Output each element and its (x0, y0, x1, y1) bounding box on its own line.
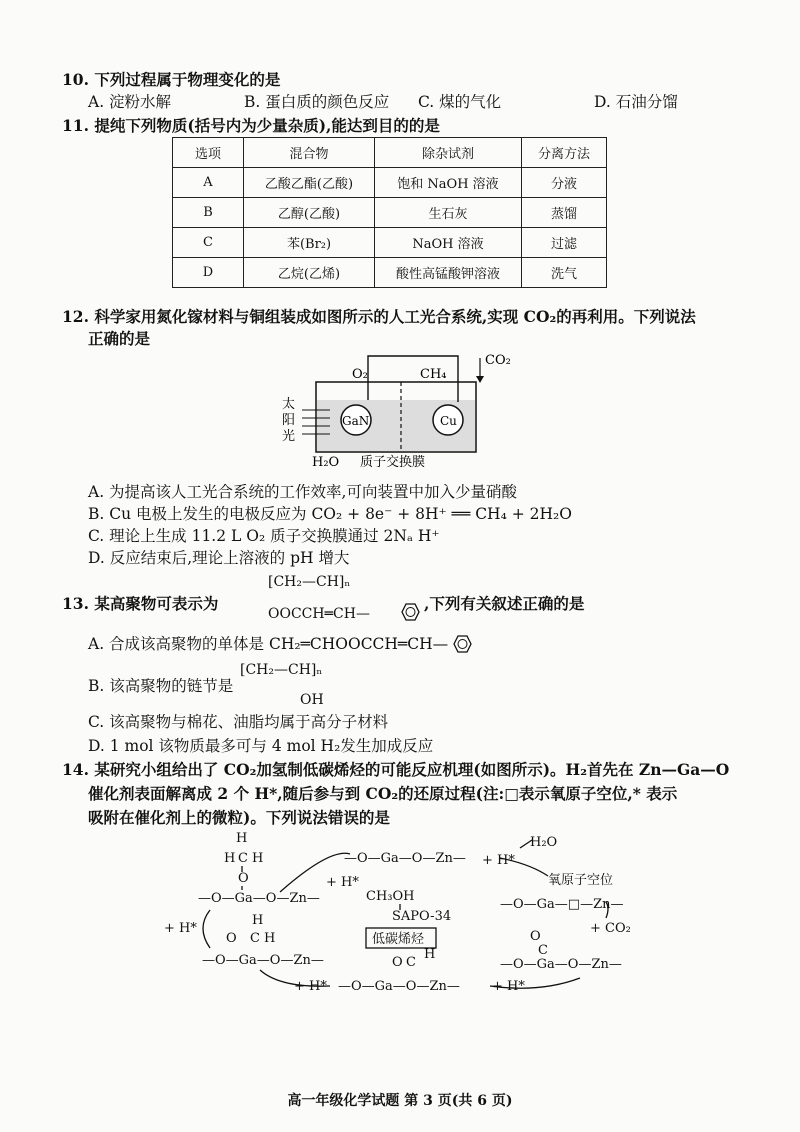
sunlight-label-2: 阳 (282, 413, 296, 428)
co2-label: CO₂ (485, 353, 511, 368)
q10-option-a: A. 淀粉水解 (88, 93, 172, 111)
atom-h: H (236, 831, 248, 846)
co2-hydrogenation-mechanism (160, 828, 640, 1088)
table-row (173, 228, 607, 258)
table-row (173, 258, 607, 288)
q13-option-b: B. 该高聚物的链节是 (88, 677, 234, 695)
table-header: 选项 (173, 138, 244, 168)
atom-o: O (392, 955, 403, 970)
ch4-label: CH₄ (420, 367, 447, 382)
table-cell: B (173, 198, 244, 228)
hstar-top: + H* (482, 853, 515, 868)
left-top-chain: —O—Ga—O—Zn— (198, 891, 320, 906)
hstar-bottom-right: + H* (492, 979, 525, 994)
bottom-chain: —O—Ga—O—Zn— (338, 979, 460, 994)
polymer-side-chain: OOCCH═CH— (268, 606, 370, 622)
q11-table (172, 137, 607, 288)
q10-option-b: B. 蛋白质的颜色反应 (244, 93, 390, 111)
table-cell: 分液 (522, 168, 607, 198)
q12-option-a: A. 为提高该人工光合系统的工作效率,可向装置中加入少量硝酸 (88, 483, 517, 501)
q13-stem-a: 13. 某高聚物可表示为 (62, 594, 219, 613)
light-olefin-label: 低碳烯烃 (372, 932, 425, 947)
q12-option-c: C. 理论上生成 11.2 L O₂ 质子交换膜通过 2Nₐ H⁺ (88, 527, 440, 545)
sunlight-label-3: 光 (282, 429, 296, 444)
q14-stem-line1: 14. 某研究小组给出了 CO₂加氢制低碳烯烃的可能反应机理(如图所示)。H₂首先在 Zn—Ga—O (62, 760, 730, 779)
hstar-left: + H* (164, 921, 197, 936)
polymer-main-chain: [CH₂—CH]ₙ (268, 574, 351, 590)
hstar-upper-left: + H* (326, 875, 359, 890)
co2-addition: + CO₂ (590, 921, 631, 936)
q13-stem-b: ,下列有关叙述正确的是 (424, 594, 585, 613)
vacancy-chain: —O—Ga—□—Zn— (500, 897, 624, 912)
table-cell: A (173, 168, 244, 198)
q12-stem-line2: 正确的是 (88, 329, 151, 348)
atom-h: H (224, 851, 236, 866)
table-cell: 生石灰 (375, 198, 522, 228)
q10-option-c: C. 煤的气化 (418, 93, 502, 111)
table-cell: C (173, 228, 244, 258)
table-cell: NaOH 溶液 (375, 228, 522, 258)
q11-stem: 11. 提纯下列物质(括号内为少量杂质),能达到目的的是 (62, 116, 440, 135)
sunlight-label-1: 太 (282, 397, 296, 412)
water-label: H₂O (312, 455, 340, 470)
q13-option-d: D. 1 mol 该物质最多可与 4 mol H₂发生加成反应 (88, 737, 434, 755)
table-cell: 乙醇(乙酸) (244, 198, 375, 228)
table-cell: 蒸馏 (522, 198, 607, 228)
atom-h: H (252, 851, 264, 866)
atom-c: C (538, 943, 548, 958)
atom-c: C (406, 955, 416, 970)
oxygen-vacancy-label: 氧原子空位 (548, 873, 614, 888)
table-cell: 苯(Br₂) (244, 228, 375, 258)
table-header: 分离方法 (522, 138, 607, 168)
q14-stem-line2: 催化剂表面解离成 2 个 H*,随后参与到 CO₂的还原过程(注:□表示氧原子空位,* 表示 (88, 784, 678, 803)
table-cell: 乙酸乙酯(乙酸) (244, 168, 375, 198)
top-chain: —O—Ga—O—Zn— (344, 851, 466, 866)
q13-option-c: C. 该高聚物与棉花、油脂均属于高分子材料 (88, 713, 389, 731)
cu-electrode-label: Cu (440, 414, 457, 428)
table-header-row (173, 138, 607, 168)
q10-option-d: D. 石油分馏 (594, 93, 678, 111)
atom-o: O (226, 931, 237, 946)
hstar-bottom-left: + H* (294, 979, 327, 994)
o2-label: O₂ (352, 367, 368, 382)
atom-c: C (238, 851, 248, 866)
benzene-ring-icon (448, 632, 476, 656)
table-cell: 饱和 NaOH 溶液 (375, 168, 522, 198)
atom-c: C (250, 931, 260, 946)
h2o-product: H₂O (530, 835, 558, 850)
table-cell: 洗气 (522, 258, 607, 288)
gan-electrode-label: GaN (342, 414, 370, 428)
atom-o: O (238, 871, 249, 886)
atom-h: H (264, 931, 276, 946)
q12-option-d: D. 反应结束后,理论上溶液的 pH 增大 (88, 549, 350, 567)
atom-h: H (424, 947, 436, 962)
q10-stem: 10. 下列过程属于物理变化的是 (62, 70, 281, 89)
page-footer: 高一年级化学试题 第 3 页(共 6 页) (287, 1093, 513, 1109)
benzene-ring-icon (396, 600, 424, 624)
table-cell: D (173, 258, 244, 288)
q14-stem-line3: 吸附在催化剂上的微粒)。下列说法错误的是 (88, 808, 390, 827)
repeat-unit-chain: [CH₂—CH]ₙ (240, 662, 323, 678)
repeat-unit-oh: OH (300, 692, 324, 708)
sapo-catalyst-label: SAPO-34 (392, 909, 452, 924)
table-cell: 过滤 (522, 228, 607, 258)
q13-option-a: A. 合成该高聚物的单体是 CH₂═CHOOCCH═CH— (88, 635, 449, 653)
atom-h: H (252, 913, 264, 928)
atom-o: O (530, 929, 541, 944)
q12-stem-line1: 12. 科学家用氮化镓材料与铜组装成如图所示的人工光合系统,实现 CO₂的再利用。下列说法 (62, 307, 696, 326)
table-header: 混合物 (244, 138, 375, 168)
table-cell: 酸性高锰酸钾溶液 (375, 258, 522, 288)
methanol-label: CH₃OH (366, 889, 415, 904)
mid-left-chain: —O—Ga—O—Zn— (202, 953, 324, 968)
membrane-label: 质子交换膜 (360, 455, 426, 470)
table-row (173, 168, 607, 198)
photosynthesis-cell-diagram (280, 350, 520, 470)
table-cell: 乙烷(乙烯) (244, 258, 375, 288)
right-chain: —O—Ga—O—Zn— (500, 957, 622, 972)
q12-option-b: B. Cu 电极上发生的电极反应为 CO₂ + 8e⁻ + 8H⁺ ══ CH₄ + 2H₂O (88, 505, 572, 523)
table-row (173, 198, 607, 228)
table-header: 除杂试剂 (375, 138, 522, 168)
